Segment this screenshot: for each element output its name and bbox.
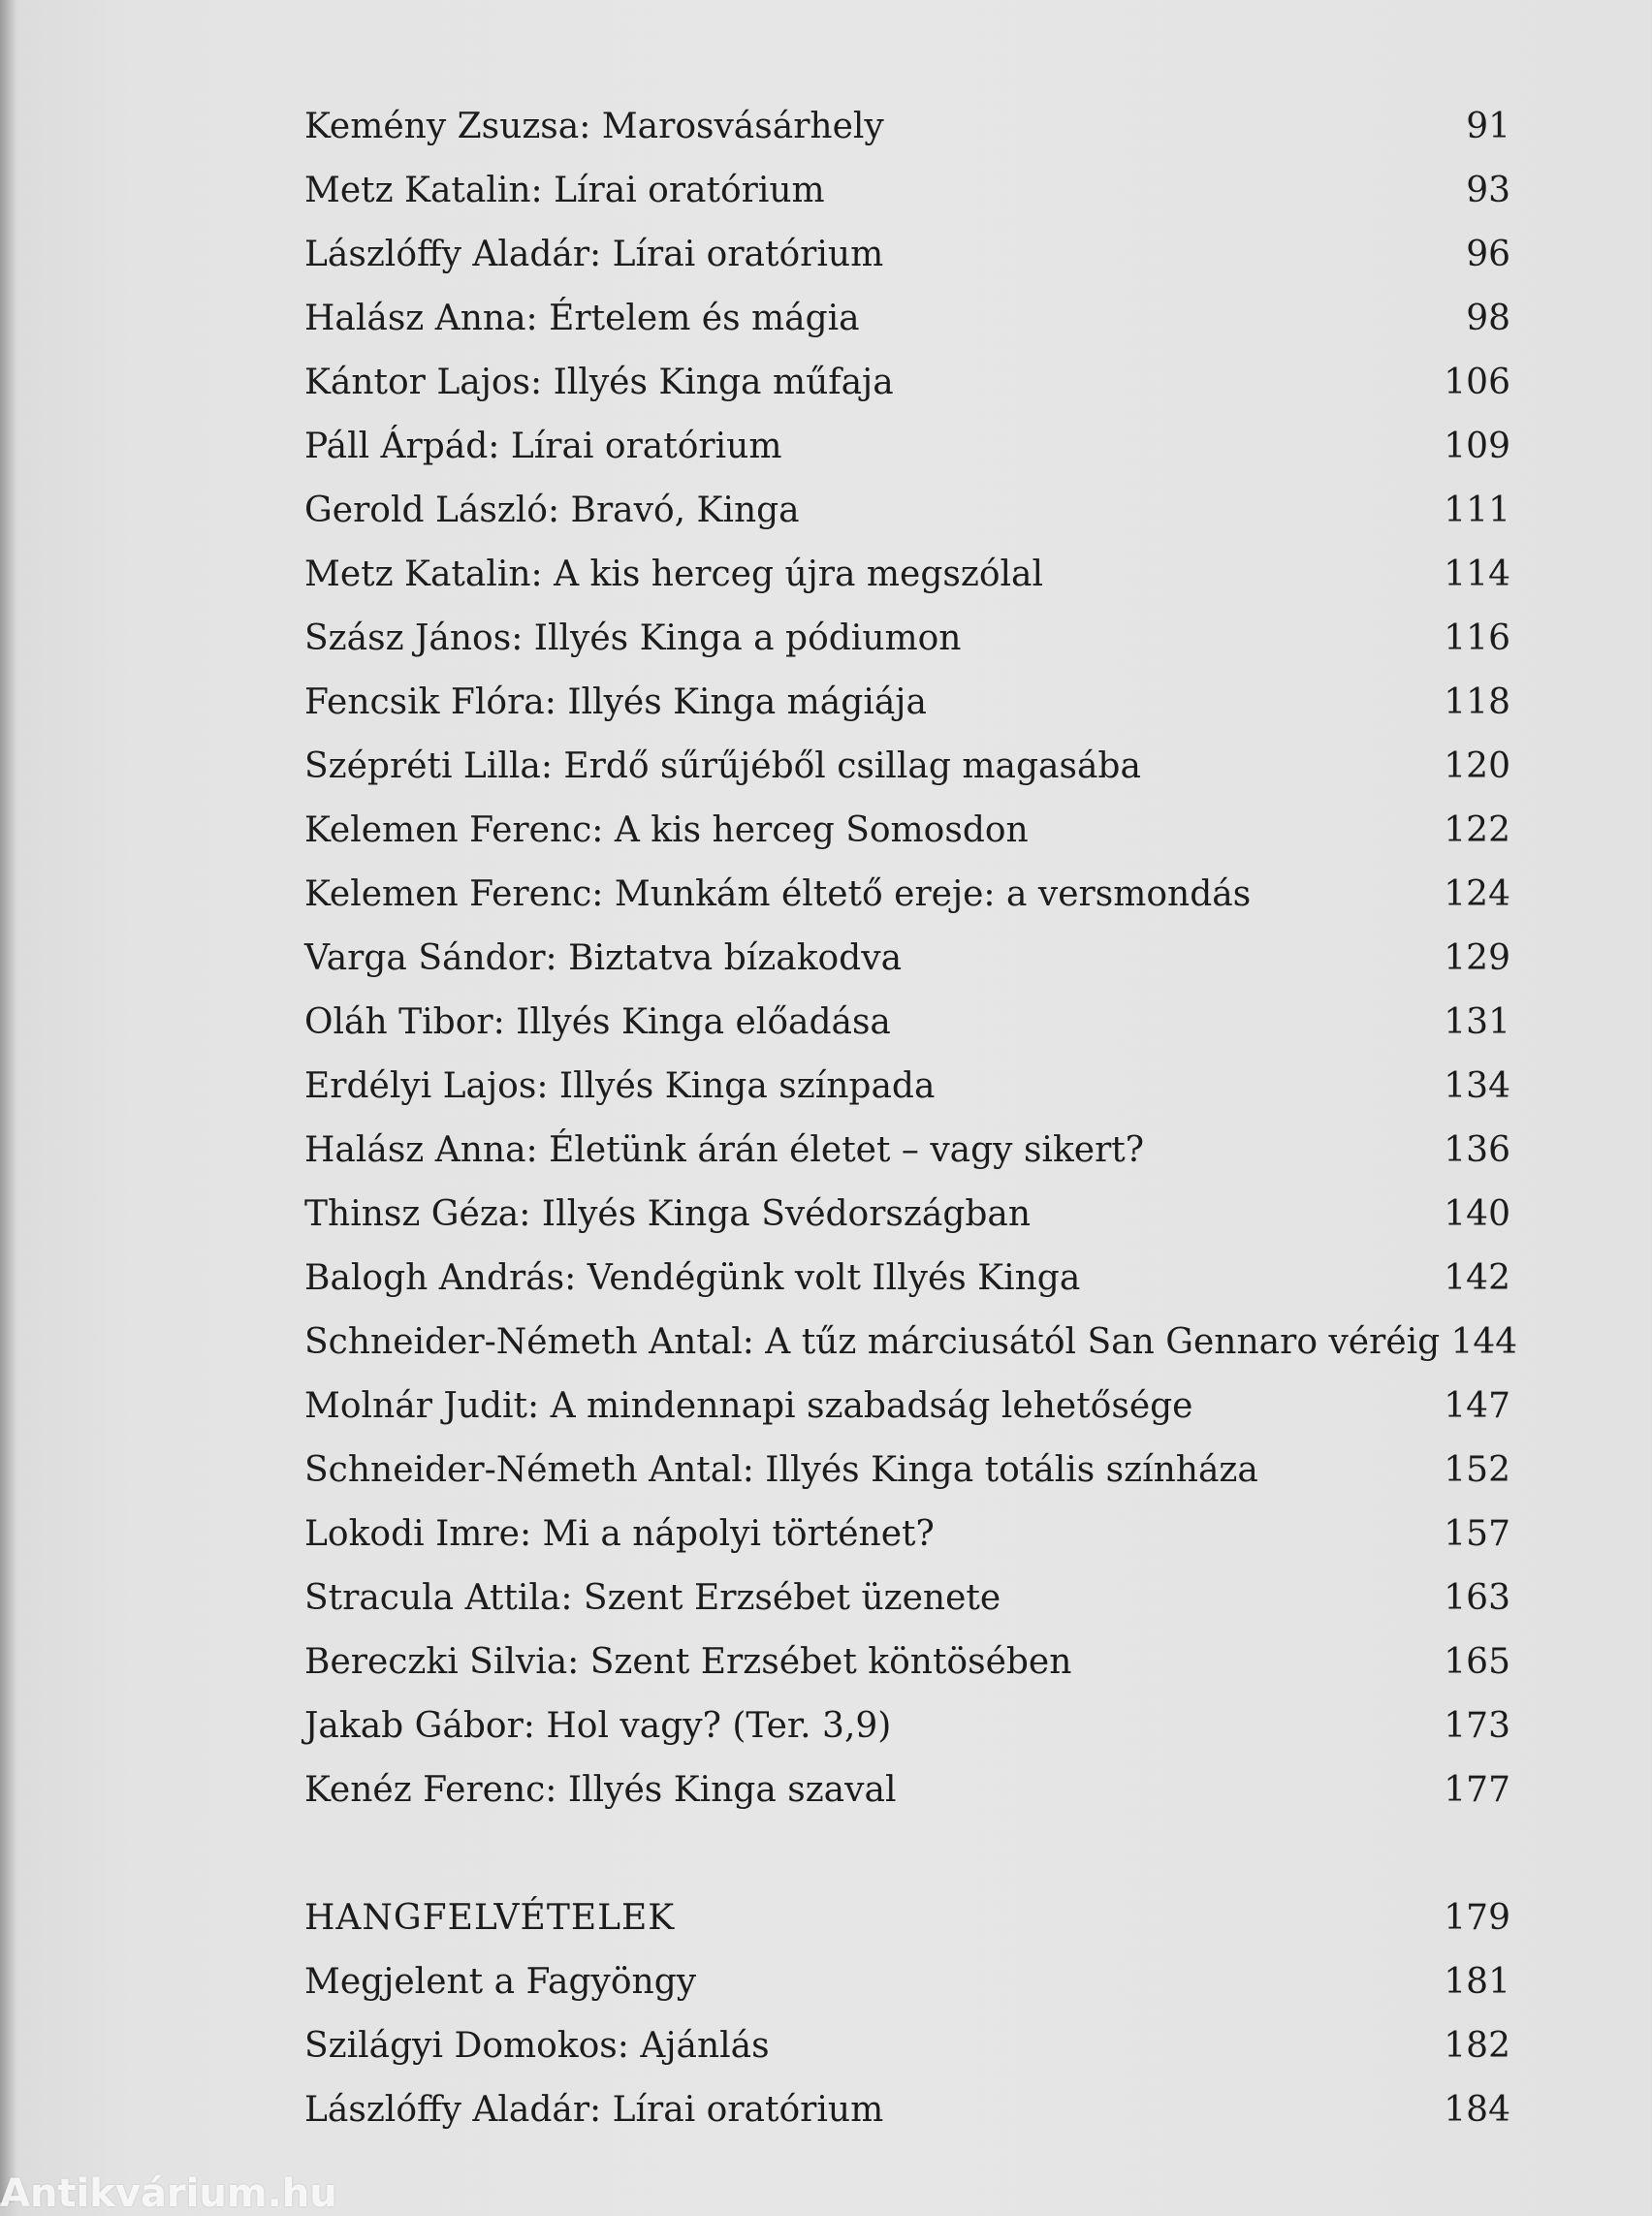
toc-entry <box>304 1630 1512 1694</box>
toc-entry-page: 106 <box>1444 363 1510 402</box>
toc-entry-page: 114 <box>1444 554 1510 594</box>
toc-entry <box>304 1758 1512 1822</box>
watermark: Antikvárium.hu <box>0 2171 337 2216</box>
toc-entry-page: 165 <box>1444 1642 1510 1682</box>
toc-entry <box>304 863 1512 927</box>
toc-entry-title: Erdélyi Lajos: Illyés Kinga színpada <box>304 1066 936 1106</box>
table-of-contents <box>304 95 1518 2142</box>
toc-entry-page: 91 <box>1466 107 1510 146</box>
toc-entry <box>304 95 1512 159</box>
toc-entry-title: Lászlóffy Aladár: Lírai oratórium <box>304 2090 884 2130</box>
toc-entry-title: Kelemen Ferenc: Munkám éltető ereje: a versmondás <box>304 874 1252 914</box>
toc-entry-title: Megjelent a Fagyöngy <box>304 1962 697 2002</box>
toc-entry-page: 109 <box>1444 427 1510 466</box>
toc-entry-title: Schneider-Németh Antal: A tűz márciusától San Gennaro véréig <box>304 1322 1441 1362</box>
toc-entry-page: 134 <box>1444 1066 1510 1106</box>
toc-entry-title: Stracula Attila: Szent Erzsébet üzenete <box>304 1578 1001 1618</box>
toc-entry-page: 177 <box>1444 1770 1510 1810</box>
toc-entry-page: 136 <box>1444 1130 1510 1170</box>
toc-entry <box>304 1183 1512 1247</box>
toc-entry <box>304 1119 1512 1183</box>
toc-entry <box>304 159 1512 223</box>
toc-entry-title: Kelemen Ferenc: A kis herceg Somosdon <box>304 810 1029 850</box>
toc-entry-page: 184 <box>1444 2090 1510 2130</box>
section-heading-page: 179 <box>1444 1898 1510 1938</box>
toc-entry-page: 129 <box>1444 938 1510 978</box>
toc-entry <box>304 543 1512 607</box>
toc-entry-page: 98 <box>1466 299 1510 338</box>
toc-entry <box>304 1567 1512 1630</box>
toc-entry-title: Szépréti Lilla: Erdő sűrűjéből csillag magasába <box>304 746 1141 786</box>
toc-entry-title: Páll Árpád: Lírai oratórium <box>304 427 782 466</box>
toc-entry-page: 142 <box>1444 1258 1510 1298</box>
toc-entry <box>304 2078 1512 2142</box>
toc-entry-page: 147 <box>1444 1386 1510 1426</box>
toc-entry <box>304 991 1512 1055</box>
toc-entry <box>304 607 1512 671</box>
toc-entry-page: 181 <box>1444 1962 1510 2002</box>
toc-entry <box>304 799 1512 863</box>
toc-entry <box>304 1503 1512 1567</box>
toc-entry-title: Lokodi Imre: Mi a nápolyi történet? <box>304 1514 935 1554</box>
toc-entry-title: Kántor Lajos: Illyés Kinga műfaja <box>304 363 894 402</box>
toc-entry-title: Varga Sándor: Biztatva bízakodva <box>304 938 903 978</box>
toc-entry-title: Lászlóffy Aladár: Lírai oratórium <box>304 235 884 274</box>
toc-entry-title: Balogh András: Vendégünk volt Illyés Kinga <box>304 1258 1081 1298</box>
toc-entry-title: Fencsik Flóra: Illyés Kinga mágiája <box>304 682 927 722</box>
toc-entry-title: Metz Katalin: A kis herceg újra megszólal <box>304 554 1044 594</box>
toc-entry-page: 93 <box>1466 171 1510 210</box>
toc-entry <box>304 223 1512 287</box>
toc-entry-page: 144 <box>1450 1322 1518 1362</box>
toc-entry-title: Jakab Gábor: Hol vagy? (Ter. 3,9) <box>304 1706 892 1746</box>
toc-entry <box>304 287 1512 351</box>
toc-entry <box>304 1247 1512 1311</box>
toc-entry <box>304 1439 1512 1503</box>
toc-entry-title: Molnár Judit: A mindennapi szabadság lehetősége <box>304 1386 1193 1426</box>
toc-entry-page: 152 <box>1444 1450 1510 1490</box>
toc-entry-page: 140 <box>1444 1194 1510 1234</box>
toc-entry-page: 163 <box>1444 1578 1510 1618</box>
toc-entry-page: 157 <box>1444 1514 1510 1554</box>
toc-entry <box>304 1950 1512 2014</box>
toc-entry-title: Szilágyi Domokos: Ajánlás <box>304 2026 770 2066</box>
toc-entry-title: Metz Katalin: Lírai oratórium <box>304 171 825 210</box>
toc-entry-page: 122 <box>1444 810 1510 850</box>
toc-entry <box>304 1055 1512 1119</box>
section-spacer <box>304 1822 1512 1886</box>
toc-entry <box>304 2014 1512 2078</box>
toc-entry <box>304 1694 1512 1758</box>
toc-entry-page: 131 <box>1444 1002 1510 1042</box>
toc-entry-title: Szász János: Illyés Kinga a pódiumon <box>304 618 962 658</box>
toc-entry <box>304 1375 1512 1439</box>
toc-entry <box>304 415 1512 479</box>
toc-entry-title: Kemény Zsuzsa: Marosvásárhely <box>304 107 884 146</box>
toc-entry <box>304 927 1512 991</box>
toc-entry <box>304 1311 1518 1375</box>
book-page-edge <box>0 0 16 2202</box>
toc-entry-page: 120 <box>1444 746 1510 786</box>
toc-entry-title: Gerold László: Bravó, Kinga <box>304 491 800 530</box>
toc-entry-title: Halász Anna: Értelem és mágia <box>304 299 860 338</box>
toc-entry <box>304 735 1512 799</box>
toc-entry-title: Bereczki Silvia: Szent Erzsébet köntösében <box>304 1642 1072 1682</box>
toc-entry <box>304 671 1512 735</box>
toc-entry-page: 116 <box>1444 618 1510 658</box>
toc-entry-page: 182 <box>1444 2026 1510 2066</box>
toc-entry-title: Thinsz Géza: Illyés Kinga Svédországban <box>304 1194 1032 1234</box>
toc-entry-page: 96 <box>1466 235 1510 274</box>
toc-entry-page: 111 <box>1444 491 1510 530</box>
toc-entry-page: 173 <box>1444 1706 1510 1746</box>
toc-entry <box>304 479 1512 543</box>
toc-entry-page: 118 <box>1444 682 1510 722</box>
toc-entry-title: Oláh Tibor: Illyés Kinga előadása <box>304 1002 891 1042</box>
toc-entry-title: Schneider-Németh Antal: Illyés Kinga totális színháza <box>304 1450 1258 1490</box>
toc-entry-title: Halász Anna: Életünk árán életet – vagy sikert? <box>304 1130 1145 1170</box>
section-heading: HANGFELVÉTELEK <box>304 1898 676 1938</box>
toc-entry-page: 124 <box>1444 874 1510 914</box>
section-heading-entry <box>304 1886 1512 1950</box>
toc-entry <box>304 351 1512 415</box>
toc-entry-title: Kenéz Ferenc: Illyés Kinga szaval <box>304 1770 897 1810</box>
